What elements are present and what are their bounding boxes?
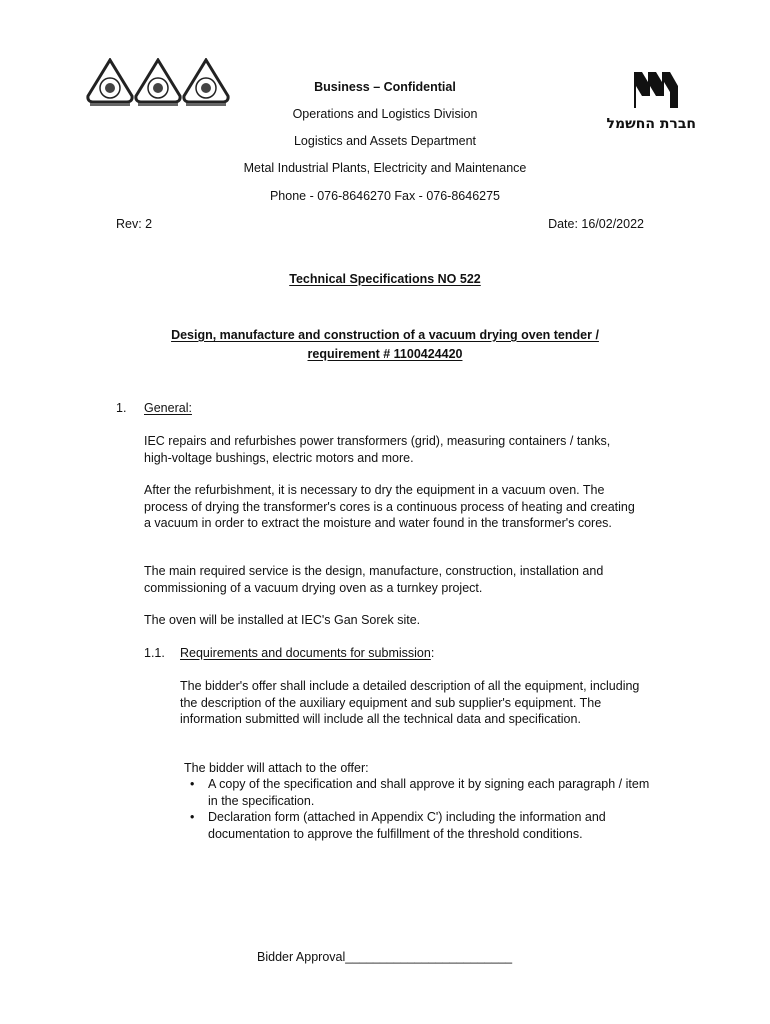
header-plants: Metal Industrial Plants, Electricity and Maintenance bbox=[243, 161, 527, 175]
bullet-icon: • bbox=[190, 777, 195, 791]
revision-label: Rev: 2 bbox=[116, 217, 153, 231]
section-1-1-heading bbox=[180, 645, 434, 662]
list-item: • A copy of the specification and shall approve it by signing each paragraph / item in the specification. bbox=[190, 777, 650, 808]
section-1-paragraph-2: After the refurbishment, it is necessary to dry the equipment in a vacuum oven. The process of drying the transformer's cores is a continuous process of heating and creating a vacuum in order to extract the moisture and water found in the transformer's cores. bbox=[144, 483, 635, 531]
company-name: חברת החשמל bbox=[606, 116, 696, 132]
section-1-1-heading-suffix: : bbox=[430, 646, 435, 660]
section-1-paragraph-1: IEC repairs and refurbishes power transformers (grid), measuring containers / tanks, high-voltage bushings, electric motors and more. bbox=[144, 434, 611, 465]
document-date: Date: 16/02/2022 bbox=[548, 217, 644, 231]
section-1-1-heading-text: Requirements and documents for submission bbox=[180, 646, 431, 660]
attach-intro: The bidder will attach to the offer: bbox=[184, 761, 369, 775]
attachment-list bbox=[184, 776, 650, 842]
main-title-line-2: requirement # 1100424420 bbox=[307, 347, 463, 361]
bidder-approval-line: Bidder Approval________________________ bbox=[257, 950, 513, 964]
header-division: Operations and Logistics Division bbox=[292, 107, 478, 121]
header-department: Logistics and Assets Department bbox=[293, 134, 477, 148]
header-phone-fax: Phone - 076-8646270 Fax - 076-8646275 bbox=[269, 189, 501, 203]
company-logo bbox=[606, 68, 696, 134]
section-1-heading: General: bbox=[144, 401, 192, 415]
spec-title: Technical Specifications NO 522 bbox=[289, 272, 481, 286]
section-1-paragraph-4: The oven will be installed at IEC's Gan Sorek site. bbox=[144, 613, 421, 627]
section-1-1-number: 1.1. bbox=[144, 646, 165, 660]
list-item: • Declaration form (attached in Appendix C') including the information and documentation to approve the fulfillment of the threshold conditions. bbox=[190, 810, 606, 841]
main-title-line-1: Design, manufacture and construction of a vacuum drying oven tender / bbox=[171, 328, 599, 342]
bullet-icon: • bbox=[190, 810, 195, 825]
section-1-1-paragraph: The bidder's offer shall include a detailed description of all the equipment, including the description of the auxiliary equipment and sub supplier's equipment. The information submitted will include all the technical data and specification. bbox=[180, 679, 640, 727]
header-title: Business – Confidential bbox=[314, 80, 456, 94]
section-1-number: 1. bbox=[116, 401, 127, 415]
section-1-paragraph-3: The main required service is the design, manufacture, construction, installation and commissioning of a vacuum drying oven as a turnkey project. bbox=[144, 564, 604, 595]
